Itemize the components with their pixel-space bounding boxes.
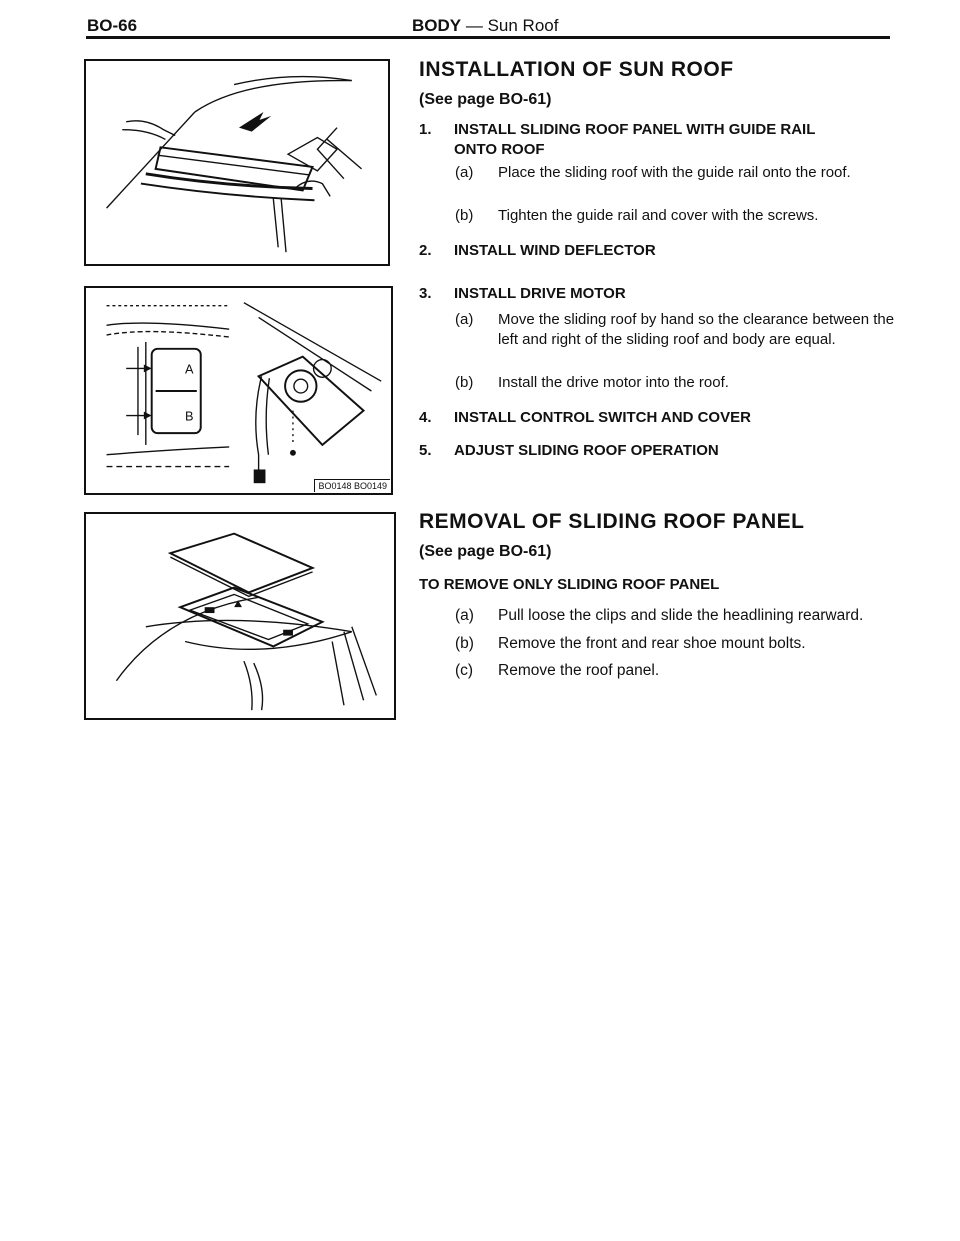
sub-number: (b) — [455, 207, 474, 224]
removal-title: REMOVAL OF SLIDING ROOF PANEL — [419, 510, 805, 533]
install-step-1 — [419, 120, 859, 160]
install-step-3a — [455, 310, 895, 350]
step-title: INSTALL SLIDING ROOF PANEL WITH GUIDE RAIL ONTO ROOF — [454, 121, 816, 158]
label-a: A — [185, 361, 194, 377]
header-separator: — — [461, 16, 488, 35]
page-number: BO-66 — [87, 16, 138, 35]
removal-step-c — [455, 661, 925, 681]
removal-subhead: TO REMOVE ONLY SLIDING ROOF PANEL — [419, 576, 720, 593]
sub-number: (b) — [455, 635, 474, 652]
step-number: 1. — [419, 121, 432, 138]
sub-number: (a) — [455, 311, 474, 328]
install-step-2 — [419, 241, 859, 261]
sub-text: Pull loose the clips and slide the headlining rearward. — [498, 607, 864, 624]
page-header — [412, 16, 558, 36]
sub-text: Place the sliding roof with the guide rail onto the roof. — [498, 164, 851, 181]
step-title: INSTALL DRIVE MOTOR — [454, 285, 626, 302]
removal-step-b — [455, 634, 925, 654]
sub-number: (c) — [455, 662, 474, 679]
figure-drive-motor — [84, 286, 393, 495]
sub-text: Tighten the guide rail and cover with the screws. — [498, 207, 819, 224]
header-section: BODY — [412, 16, 462, 35]
installation-title: INSTALLATION OF SUN ROOF — [419, 58, 734, 81]
drive-motor-illustration — [86, 288, 391, 493]
step-number: 4. — [419, 409, 432, 426]
installation-page-ref: (See page BO-61) — [419, 91, 552, 108]
step-title: INSTALL CONTROL SWITCH AND COVER — [454, 409, 751, 426]
install-step-5 — [419, 441, 859, 461]
sub-number: (b) — [455, 374, 474, 391]
header-topic: Sun Roof — [487, 16, 559, 35]
sub-text: Move the sliding roof by hand so the clearance between the left and right of the sliding roof and body are equal. — [498, 311, 895, 348]
install-step-3 — [419, 284, 859, 304]
step-title: INSTALL WIND DEFLECTOR — [454, 242, 656, 259]
figure-codes: BO0148 BO0149 — [314, 479, 390, 492]
install-step-1a — [455, 163, 895, 183]
removal-page-ref: (See page BO-61) — [419, 543, 552, 560]
install-step-3b — [455, 373, 895, 393]
install-step-1b — [455, 206, 895, 226]
figure-sliding-roof-install — [84, 59, 390, 266]
roof-panel-illustration — [86, 61, 388, 264]
sub-text: Install the drive motor into the roof. — [498, 374, 729, 391]
label-b: B — [185, 408, 194, 424]
step-title: ADJUST SLIDING ROOF OPERATION — [454, 442, 719, 459]
install-step-4 — [419, 408, 859, 428]
roof-panel-removal-illustration — [86, 514, 394, 718]
sub-text: Remove the front and rear shoe mount bolts. — [498, 635, 806, 652]
sub-text: Remove the roof panel. — [498, 662, 660, 679]
step-number: 5. — [419, 442, 432, 459]
sub-number: (a) — [455, 164, 474, 181]
header-rule — [86, 36, 890, 39]
step-number: 3. — [419, 285, 432, 302]
step-number: 2. — [419, 242, 432, 259]
removal-step-a — [455, 606, 925, 626]
figure-roof-panel-removal — [84, 512, 396, 720]
sub-number: (a) — [455, 607, 474, 624]
